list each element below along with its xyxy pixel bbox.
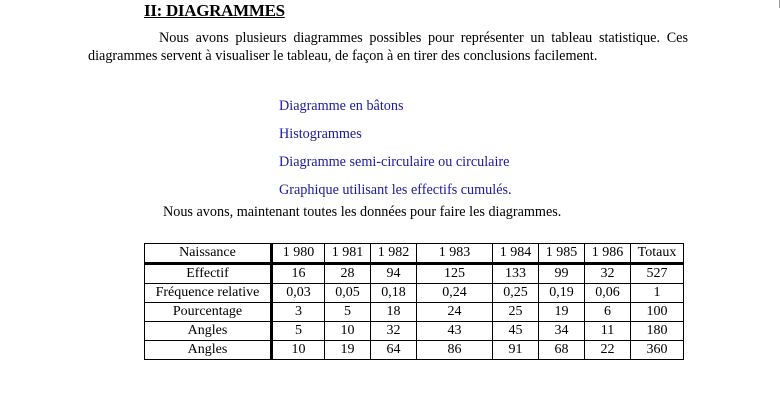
table-row-label: Effectif [145,264,272,284]
table-cell: 32 [585,264,631,284]
table-cell: 360 [631,341,684,360]
table-cell: 0,06 [585,284,631,303]
table-cell: 0,05 [325,284,371,303]
diagram-type-list [279,96,512,208]
table-cell: 1 [631,284,684,303]
table-row-label: Pourcentage [145,303,272,322]
table-header-row [145,244,684,264]
diagram-type-item[interactable]: Diagramme en bâtons [279,98,404,114]
table-header-cell: 1 982 [371,244,417,264]
table-row-label: Angles [145,341,272,360]
section-heading: II: DIAGRAMMES [144,1,285,20]
table-cell: 16 [272,264,325,284]
table-cell: 24 [417,303,493,322]
table-row [145,303,684,322]
table-row [145,322,684,341]
table-cell: 91 [493,341,539,360]
table-cell: 32 [371,322,417,341]
table-header-cell: 1 981 [325,244,371,264]
table-cell: 0,24 [417,284,493,303]
table-cell: 64 [371,341,417,360]
table-cell: 10 [325,322,371,341]
table-cell: 86 [417,341,493,360]
table-cell: 19 [539,303,585,322]
table-cell: 133 [493,264,539,284]
table-row [145,264,684,284]
table-cell: 0,18 [371,284,417,303]
statistics-table [144,243,684,360]
table-header-cell: Naissance [145,244,272,264]
diagram-type-item[interactable]: Diagramme semi-circulaire ou circulaire [279,154,510,170]
table-cell: 43 [417,322,493,341]
table-cell: 22 [585,341,631,360]
table-cell: 45 [493,322,539,341]
table-cell: 3 [272,303,325,322]
diagram-type-item[interactable]: Histogrammes [279,126,362,142]
table-header-cell: Totaux [631,244,684,264]
outro-paragraph: Nous avons, maintenant toutes les données pour faire les diagrammes. [163,204,562,220]
table-cell: 11 [585,322,631,341]
table-row [145,341,684,360]
table-cell: 6 [585,303,631,322]
table-cell: 180 [631,322,684,341]
table-row [145,284,684,303]
table-cell: 0,19 [539,284,585,303]
table-cell: 5 [272,322,325,341]
diagram-type-item[interactable]: Graphique utilisant les effectifs cumulés. [279,182,512,198]
table-header-cell: 1 986 [585,244,631,264]
table-header-cell: 1 980 [272,244,325,264]
table-cell: 28 [325,264,371,284]
table-cell: 68 [539,341,585,360]
table-cell: 10 [272,341,325,360]
table-header-cell: 1 985 [539,244,585,264]
page-edge-divider [779,0,780,8]
table-cell: 18 [371,303,417,322]
table-cell: 25 [493,303,539,322]
table-header-cell: 1 983 [417,244,493,264]
table-cell: 19 [325,341,371,360]
table-cell: 5 [325,303,371,322]
table-cell: 34 [539,322,585,341]
table-cell: 99 [539,264,585,284]
table-row-label: Fréquence relative [145,284,272,303]
table-cell: 125 [417,264,493,284]
table-cell: 0,25 [493,284,539,303]
table-cell: 100 [631,303,684,322]
table-cell: 527 [631,264,684,284]
table-row-label: Angles [145,322,272,341]
intro-paragraph: Nous avons plusieurs diagrammes possibles pour représenter un tableau statistique. Ces diagrammes servent à visualiser le tableau, de façon à en tirer des conclusions facilement. [88,30,688,64]
table-cell: 0,03 [272,284,325,303]
table-header-cell: 1 984 [493,244,539,264]
table-cell: 94 [371,264,417,284]
